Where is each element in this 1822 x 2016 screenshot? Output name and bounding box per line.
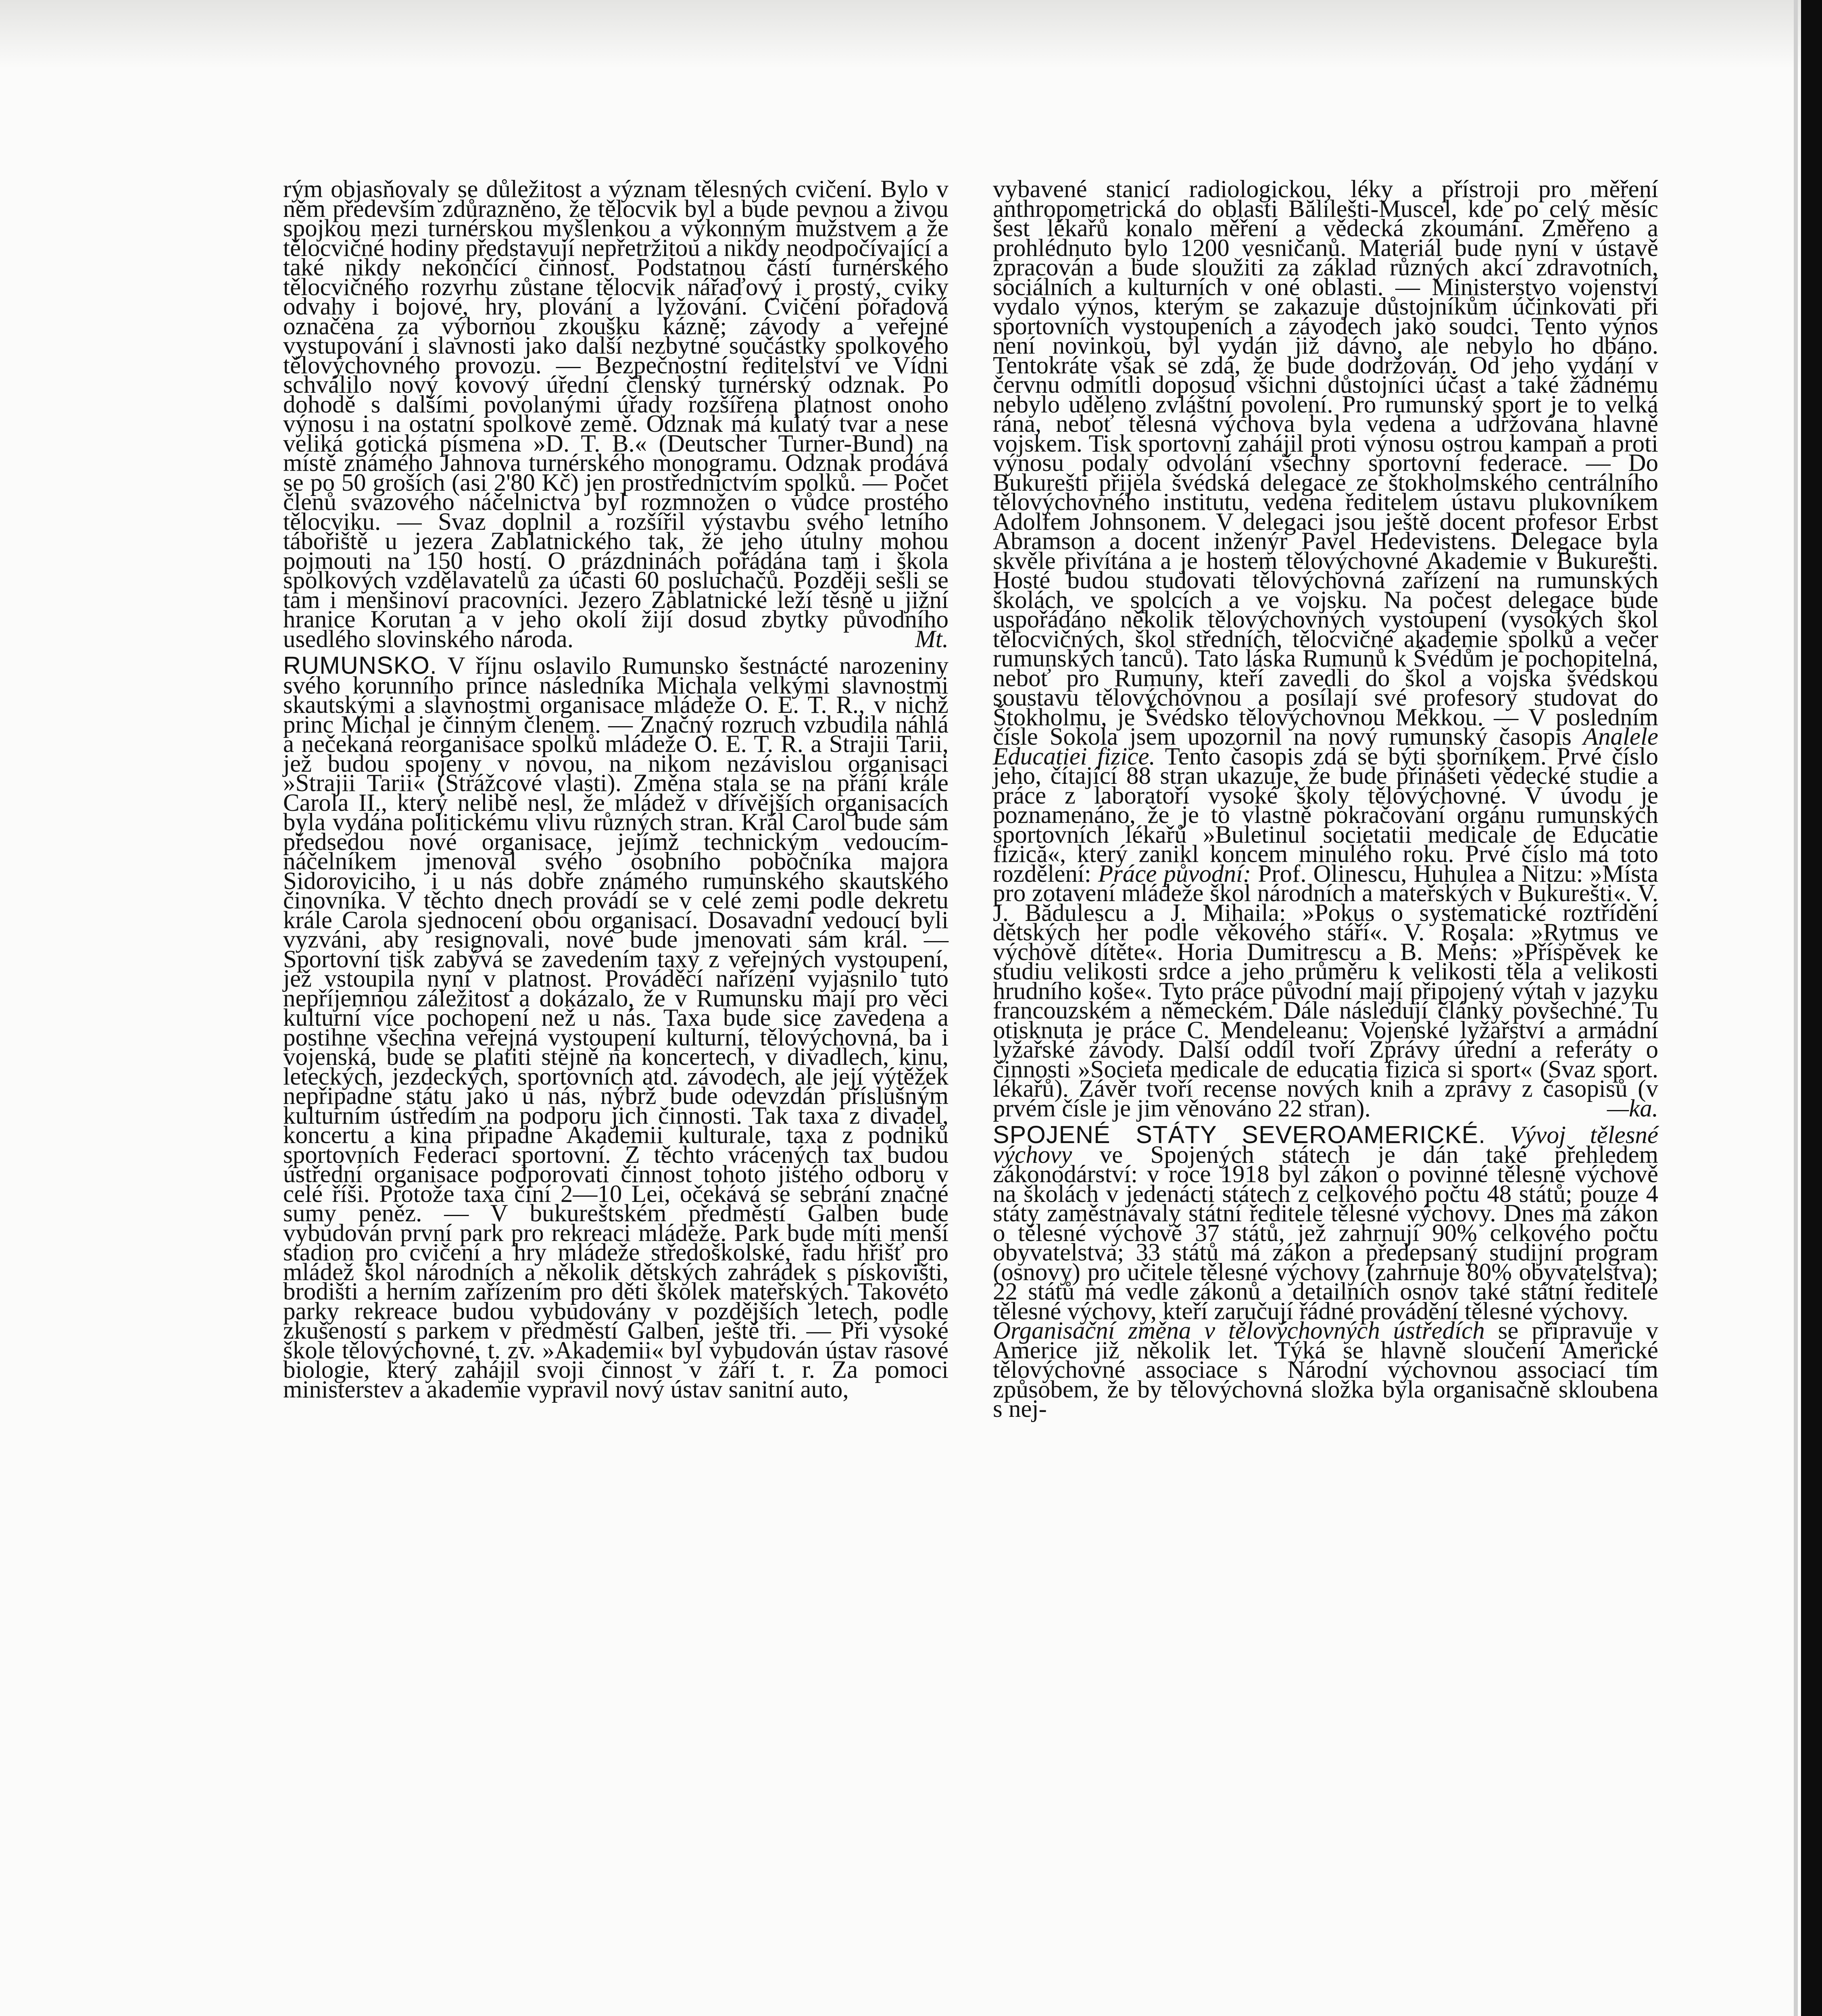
right-paragraph-usa [993, 1121, 1659, 1325]
journal-title-analele: Analele Educatiei fizice. [993, 723, 1658, 770]
right-paragraph-organisation [993, 1317, 1658, 1422]
left-paragraph-romania [283, 652, 949, 1403]
right-text-part-3: Prof. Olinescu, Huhulea a Nitzu: »Místa pro zotavení mládeže škol národních a mateřských v Bukurešti«. V. J. Bădulescu a J. Mihaila: »Pokus o systematické roztřídění dětských her podle věkového stáří«. V. Roşala: »Rytmus ve výchově dítěte«. Horia Dumitrescu a B. Mens: »Příspěvek ke studiu velikosti srdce a jeho průměru k velikosti těla a velikosti hrudního koše«. Tyto práce původní mají připojený výtah v jazyku francouzském a německém. Dále následují články povšechné. Tu otisknuta je práce C. Mendeleanu: Vojenské lyžařství a armádní lyžařské závody. Další oddíl tvoří Zprávy úřední a referáty o činnosti »Societa medicale de educatia fizica si sport« (Svaz sport. lékařů). Závěr tvoří recense nových knih a zprávy z časopisů (v prvém čísle je jim věnováno 22 stran). [993, 860, 1658, 1122]
right-paragraph-usa-text: ve Spojených státech je dán také přehledem zákonodárství: v roce 1918 byl zákon o povinné tělesné výchově na školách v jedenácti státech z celkového počtu 48 států; pouze 4 státy zaměstnávaly státní ředitele tělesné výchovy. Dnes má zákon o tělesné výchově 37 států, jež zahrnují 90% celkového počtu obyvatelstva; 33 států má zákon a předepsaný studijní program (osnovy) pro učitele tělesné výchovy (zahrnuje 80% obyvatelstva); 22 států má vedle zákonů a detailních osnov také státní ředitele tělesné výchovy, kteří zaručují řádné provádění tělesné výchovy. [993, 1141, 1658, 1325]
right-text-part-1: vybavené stanicí radiologickou, léky a přístroji pro měření anthropometrická do oblasti Bălilešti-Muscel, kde po celý měsíc šest lékařů konalo měření a vědecká zkoumání. Změřeno a prohlédnuto bylo 1200 vesničanů. Materiál bude nyní v ústavě zpracován a bude sloužiti za základ různých akcí zdravotních, sociálních a kulturních v oné oblasti. — Ministerstvo vojenství vydalo výnos, kterým se zakazuje důstojníkům účinkovati při sportovních vystoupeních a závodech jako soudci. Tento výnos není novinkou, byl vydán již dávno, ale nebylo ho dbáno. Tentokráte však se zdá, že bude dodržován. Od jeho vydání v červnu odmítli doposud všichni důstojníci účast a také žádnému nebylo uděleno zvláštní povolení. Pro rumunský sport je to velká rána, neboť tělesná výchova byla vedena a udržována hlavně vojskem. Tisk sportovní zahájil proti výnosu ostrou kampaň a proti výnosu podaly odvolání všechny sportovní federace. — Do Bukurešti přijela švédská delegace ze štokholmského centrálního tělovýchovného institutu, vedena ředitelem ústavu plukovníkem Adolfem Johnsonem. V delegaci jsou ještě docent profesor Erbst Abramson a docent inženýr Pavel Hedevistens. Delegace byla skvěle přivítána a je hostem tělovýchovné Akademie v Bukurešti. Hosté budou studovati tělovýchovná zařízení na rumunských školách, ve spolcích a ve vojsku. Na počest delegace bude uspořádáno několik tělovýchovných vystoupení (vysokých škol tělocvičných, škol středních, tělocvičné akademie spolků a večer rumunských tanců). Tato láska Rumunů k Švédům je pochopitelná, neboť pro Rumuny, kteří zavedli do škol a vojska švédskou soustavu tělovýchovnou a posílají své profesory studovat do Štokholmu, je Švédsko tělovýchovnou Mekkou. — V posledním čísle Sokola jsem upozornil na nový rumunský časopis [993, 176, 1658, 750]
label-prace-puvodni: Práce původní: [1098, 860, 1251, 887]
right-paragraph-organisation-text: se připravuje v Americe již několik let. Týká se hlavně sloučení Americké tělovýchovné associace s Národní výchovnou associací tím způsobem, že by tělovýchovná složka byla organisačně skloubena s nej- [993, 1317, 1658, 1422]
signature-mt: Mt. [915, 625, 949, 653]
signature-ka: —ka. [1607, 1095, 1658, 1122]
section-heading-romania: RUMUNSKO. [283, 652, 437, 679]
right-column [993, 176, 1659, 1422]
left-paragraph-austria [283, 176, 949, 653]
section-heading-usa: SPOJENÉ STÁTY SEVEROAMERICKÉ. [993, 1121, 1486, 1148]
scan-shadow-top [0, 0, 1822, 69]
left-paragraph-austria-text: rým objasňovaly se důležitost a význam tělesných cvičení. Bylo v něm především zdůrazněno, že tělocvik byl a bude pevnou a živou spojkou mezi turnérskou myšlenkou a výkonným mužstvem a že tělocvičné hodiny představují nepřetržitou a nikdy neodpočívající a také nikdy nekončící činnost. Podstatnou částí turnérského tělocvičného rozvrhu zůstane tělocvik nářaďový i prostý, cviky odvahy i bojové, hry, plování a lyžování. Cvičení pořadová označena za výbornou zkoušku kázně; závody a veřejné vystupování i slavnosti jako další nezbytné součástky spolkového tělovýchovného provozu. — Bezpečnostní ředitelství ve Vídni schválilo nový kovový úřední členský turnérský odznak. Po dohodě s dalšími povolanými úřady rozšířena platnost onoho výnosu i na ostatní spolkové země. Odznak má kulatý tvar a nese veliká gotická písmena »D. T. B.« (Deutscher Turner-Bund) na místě známého Jahnova turnérského monogramu. Odznak prodává se po 50 groších (asi 2'80 Kč) jen prostřednictvím spolků. — Počet členů svazového náčelnictva byl rozmnožen o vůdce prostého tělocviku. — Svaz doplnil a rozšířil výstavbu svého letního tábořiště u jezera Zablatnického tak, že jeho útulny mohou pojmouti na 150 hostí. O prázdninách pořádána tam i škola spolkových vzdělavatelů za účasti 60 posluchačů. Později sešli se tam i menšinoví pracovníci. Jezero Zablatnické leží těsně u jižní hranice Korutan a v jeho okolí žijí dosud zbytky původního usedlého slovinského národa. [283, 176, 949, 653]
left-column [283, 176, 949, 1403]
right-paragraph-romania-cont [993, 176, 1658, 1122]
subheading-vyvoj: Vývoj tělesné výchovy [993, 1122, 1659, 1168]
scan-edge-line [1794, 0, 1798, 2016]
left-paragraph-romania-text: V říjnu oslavilo Rumunsko šestnácté narozeniny svého korunního prince následníka Michala velkými slavnostmi skautskými a slavnostmi organisace mládeže O. E. T. R., v nichž princ Michal je činným členem. — Značný rozruch vzbudila náhlá a nečekaná reorganisace spolků mládeže O. E. T. R. a Strajii Tarii, jež budou spojeny v novou, na nikom nezávislou organisaci »Strajii Tarii« (Strážcové vlasti). Změna stala se na přání krále Carola II., který nelibě nesl, že mládež v dřívějších organisacích byla vydána politickému vlivu různých stran. Král Carol bude sám předsedou nové organisace, jejímž technickým vedoucím-náčelníkem jmenoval svého osobního pobočníka majora Sidoroviciho, i u nás dobře známého rumunského skautského činovníka. V těchto dnech provádí se v celé zemi podle dekretu krále Carola sjednocení obou organisací. Dosavadní vedoucí byli vyzváni, aby resignovali, nové bude jmenovati sám král. — Sportovní tisk zabývá se zavedením taxy z veřejných vystoupení, jež vstoupila nyní v platnost. Prováděcí nařízení vyjasnilo tuto nepříjemnou záležitost a dokázalo, že v Rumunsku mají pro věci kulturní více pochopení než u nás. Taxa bude sice zavedena a postihne všechna veřejná vystoupení kulturní, tělovýchovná, ba i vojenská, bude se platiti stejně na koncertech, v divadlech, kinu, leteckých, jezdeckých, sportovních atd. závodech, ale její výtěžek nepřipadne státu jako u nás, nýbrž bude odevzdán příslušným kulturním ústředím na podporu jich činnosti. Tak taxa z divadel, koncertu a kina připadne Akademii kulturale, taxa z podniků sportovních Federaci sportovní. Z těchto vrácených tax budou ústřední organisace podporovati činnost tohoto jistého odboru v celé říši. Protože taxa činí 2—10 Lei, očekává se sebrání značné sumy peněz. — V bukureštském předměstí Galben bude vybudován první park pro rekreaci mládeže. Park bude míti menší stadion pro cvičení a hry mládeže středoškolské, řadu hřišť pro mládež škol národních a několik dětských zahrádek s pískovišti, brodišti a herním zařízením pro děti školek mateřských. Takovéto parky rekreace budou vybudovány v pozdějších letech, podle zkušeností s parkem v předměstí Galben, ještě tři. — Při vysoké škole tělovýchovné, t. zv. »Akademii« byl vybudován ústav rasové biologie, který zahájil svoji činnost v září t. r. Za pomoci ministerstev a akademie vypravil nový ústav sanitní auto, [283, 652, 949, 1403]
scan-edge-right [1801, 0, 1822, 2016]
right-text-part-2: Tento časopis zdá se býti sborníkem. Prvé číslo jeho, čítající 88 stran ukazuje, že bude přinášeti vědecké studie a práce z laboratoří vysoké školy tělovýchovné. V úvodu je poznamenáno, že je to vlastně pokračování orgánu rumunských sportovních lékařů »Buletinul societatii medicale de Educatie fizică«, který zanikl koncem minulého roku. Prvé číslo má toto rozdělení: [993, 743, 1658, 887]
subheading-organisacni-zmena: Organisační změna v tělovýchovných ústředích [993, 1317, 1485, 1344]
